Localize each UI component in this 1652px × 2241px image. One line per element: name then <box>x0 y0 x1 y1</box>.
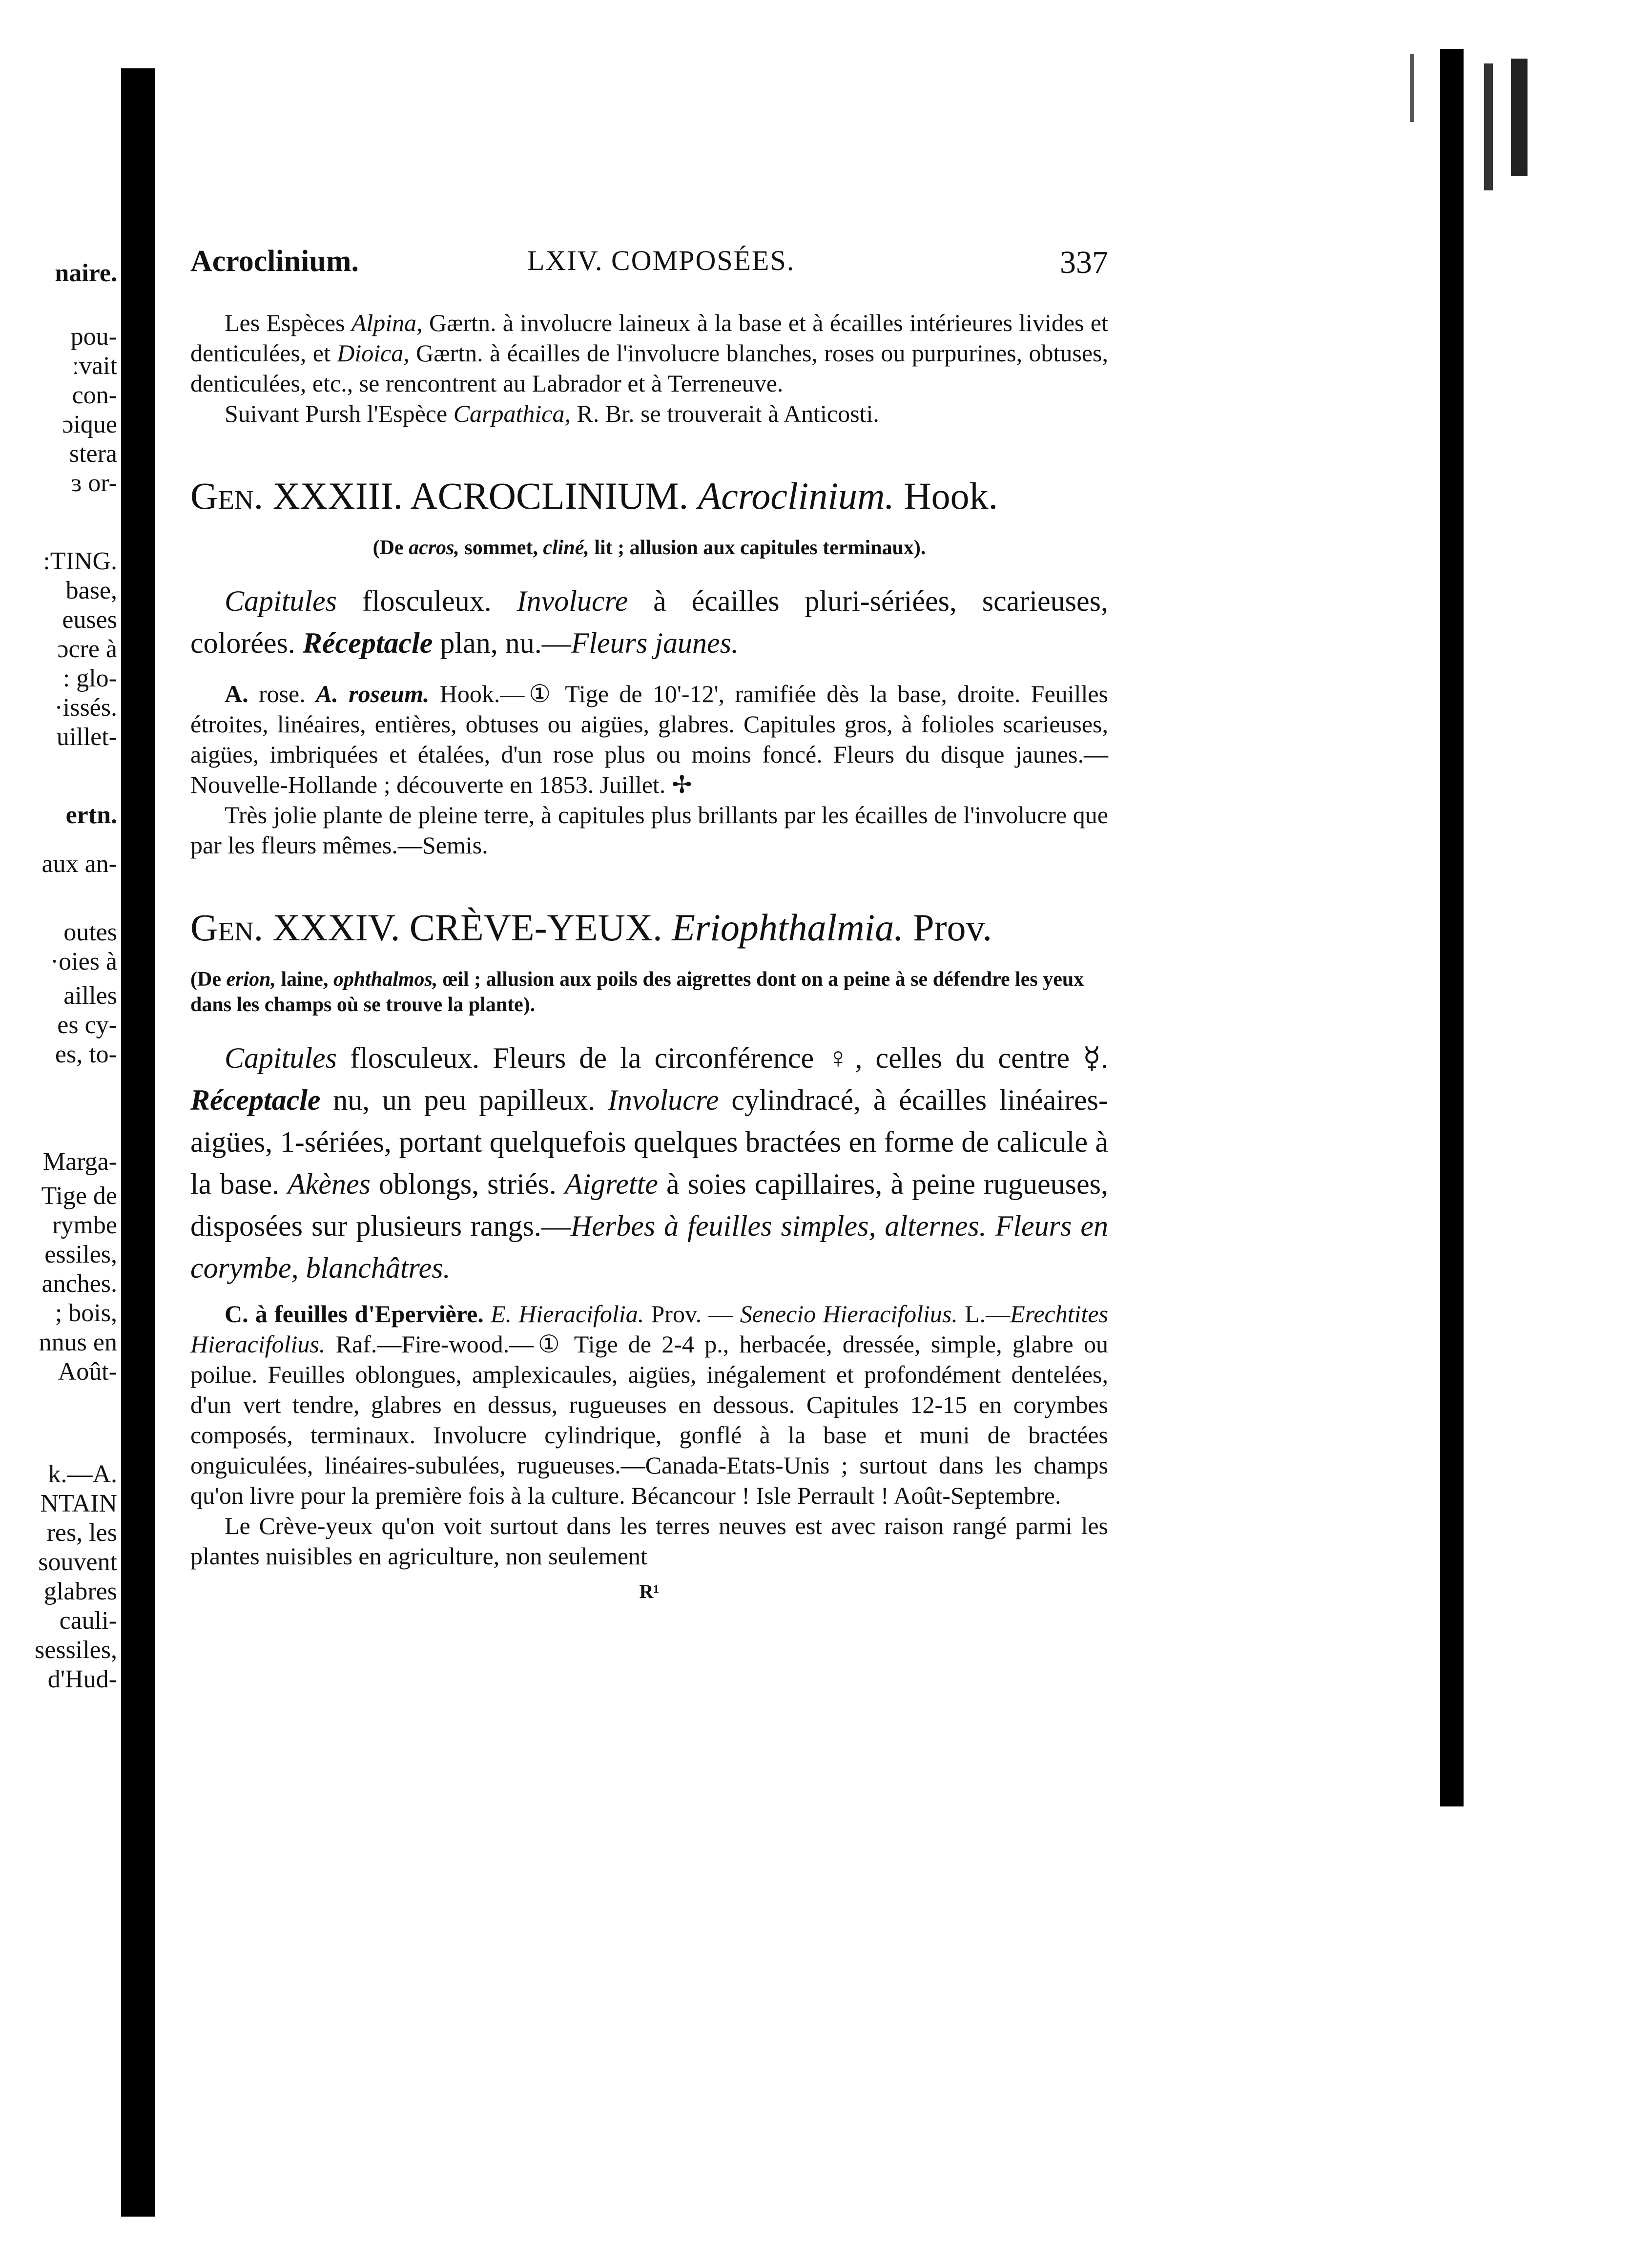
margin-fragment: naire. <box>55 259 117 287</box>
genus-etymology: (De acros, sommet, cliné, lit ; allusion aux capitules terminaux). <box>372 537 926 559</box>
intro-paragraph-1: Les Espèces Alpina, Gærtn. à involucre laineux à la base et à écailles intérieures livides et denticulées, et Dioica, Gærtn. à écailles de l'involucre blanches, roses ou purpurines, obtuses, denticulées, etc., se rencontrent au Labrador et à Terreneuve. <box>190 309 1108 397</box>
margin-fragment: stera <box>69 440 117 468</box>
margin-fragment: outes <box>63 918 117 946</box>
species-note: Très jolie plante de pleine terre, à capitules plus brillants par les écailles de l'involucre que par les fleurs mêmes.—Semis. <box>190 801 1108 859</box>
genus-heading: Gen. XXXIII. ACROCLINIUM. Acroclinium. Hook. <box>190 475 998 517</box>
running-header <box>190 244 1108 283</box>
margin-fragment: glabres <box>43 1577 117 1605</box>
margin-fragment: res, les <box>46 1519 117 1547</box>
margin-fragment: ɜ or- <box>71 469 117 497</box>
genus-etymology: (De erion, laine, ophthalmos, œil ; allusion aux poils des aigrettes dont on a peine à se défendre les yeux dans les champs où se trouve la plante). <box>190 968 1084 1016</box>
binding-shadow <box>1440 49 1464 1806</box>
next-page-edge <box>1430 0 1652 2241</box>
margin-fragment: pou- <box>70 323 117 351</box>
margin-fragment: essiles, <box>44 1241 117 1268</box>
header-center: LXIV. COMPOSÉES. <box>527 245 795 276</box>
margin-fragment: :TING. <box>43 547 117 575</box>
species-note: Le Crève-yeux qu'on voit surtout dans les terres neuves est avec raison rangé parmi les plantes nuisibles en agriculture, non seulement <box>190 1512 1108 1570</box>
book-spine-shadow <box>121 68 155 2217</box>
margin-fragment: ·issés. <box>54 694 117 722</box>
species-entry: C. à feuilles d'Epervière. E. Hieracifolia. Prov. — Senecio Hieracifolius. L.—Erechtites Hieracifolius. Raf.—Fire-wood.—① Tige de 2-4 p., herbacée, dressée, simple, glabre ou poilue. Feuilles oblongues, amplexicaules, aigües, inégalement et profondément dentelées, d'un vert tendre, glabres en dessus, rugueuses en dessous. Capitules 12-15 en corymbes composés, terminaux. Involucre cylindrique, gonflé à la base et muni de bractées onguiculées, linéaires-subulées, rugueuses.—Canada-Etats-Unis ; surtout dans les champs qu'on livre pour la première fois à la culture. Bécancour ! Isle Perrault ! Août-Septembre. <box>190 1300 1109 1509</box>
margin-fragment: : glo- <box>62 664 117 692</box>
margin-fragment: aux an- <box>41 850 117 878</box>
margin-fragment: es cy- <box>57 1011 117 1039</box>
book-page <box>190 244 1108 1603</box>
margin-fragment: ·oies à <box>50 948 117 975</box>
margin-fragment: ɔique <box>62 411 117 438</box>
margin-fragment: cauli- <box>59 1607 117 1635</box>
margin-fragment: euses <box>62 606 117 634</box>
margin-fragment: Marga- <box>42 1148 117 1176</box>
header-left: Acroclinium. <box>190 245 359 278</box>
genus-description: Capitules flosculeux. Fleurs de la circonférence ♀, celles du centre ☿. Réceptacle nu, un peu papilleux. Involucre cylindracé, à écailles linéaires-aigües, 1-sériées, portant quelquefois quelques bractées en forme de calicule à la base. Akènes oblongs, striés. Aigrette à soies capillaires, à peine rugueuses, disposées sur plusieurs rangs.—Herbes à feuilles simples, alternes. Fleurs en corymbe, blanchâtres. <box>190 1042 1109 1284</box>
margin-fragment: ; bois, <box>55 1299 117 1327</box>
margin-fragment: anches. <box>41 1270 117 1298</box>
margin-fragment: uillet- <box>56 723 117 751</box>
binding-mark <box>1484 63 1493 190</box>
printer-signature: R¹ <box>639 1580 660 1602</box>
binding-mark <box>1410 54 1414 122</box>
species-entry: A. rose. A. roseum. Hook.—① Tige de 10'-12', ramifiée dès la base, droite. Feuilles étroites, linéaires, entières, obtuses ou aigües, glabres. Capitules gros, à folioles scarieuses, aigües, imbriquées et étalées, d'un rose plus ou moins foncé. Fleurs du disque jaunes.—Nouvelle-Hollande ; découverte en 1853. Juillet. ✢ <box>190 680 1108 798</box>
binding-mark <box>1511 59 1528 176</box>
margin-fragment: con- <box>72 381 117 409</box>
margin-fragment: ɔcre à <box>57 635 117 663</box>
margin-fragment: NTAIN <box>40 1490 117 1517</box>
margin-fragment: base, <box>65 577 117 604</box>
margin-fragment: ailles <box>63 982 117 1010</box>
margin-fragment: ertn. <box>65 801 117 829</box>
genus-description: Capitules flosculeux. Involucre à écailles pluri-sériées, scarieuses, colorées. Réceptacle plan, nu.—Fleurs jaunes. <box>190 585 1109 659</box>
margin-fragment: rymbe <box>52 1211 117 1239</box>
margin-fragment: es, to- <box>55 1040 117 1068</box>
margin-fragment: k.—A. <box>48 1460 117 1488</box>
margin-fragment: souvent <box>38 1548 117 1576</box>
margin-fragment: Août- <box>58 1358 117 1386</box>
intro-paragraph-2: Suivant Pursh l'Espèce Carpathica, R. Br. se trouverait à Anticosti. <box>225 400 879 427</box>
page-number: 337 <box>1060 245 1108 280</box>
margin-fragment: Tige de <box>41 1182 117 1210</box>
genus-heading: Gen. XXXIV. CRÈVE-YEUX. Eriophthalmia. Prov. <box>190 906 992 949</box>
margin-fragment: ːvait <box>72 352 117 380</box>
margin-fragment: nnus en <box>39 1328 117 1356</box>
margin-fragment: sessiles, <box>35 1636 117 1664</box>
margin-fragment: d'Hud- <box>47 1665 117 1693</box>
